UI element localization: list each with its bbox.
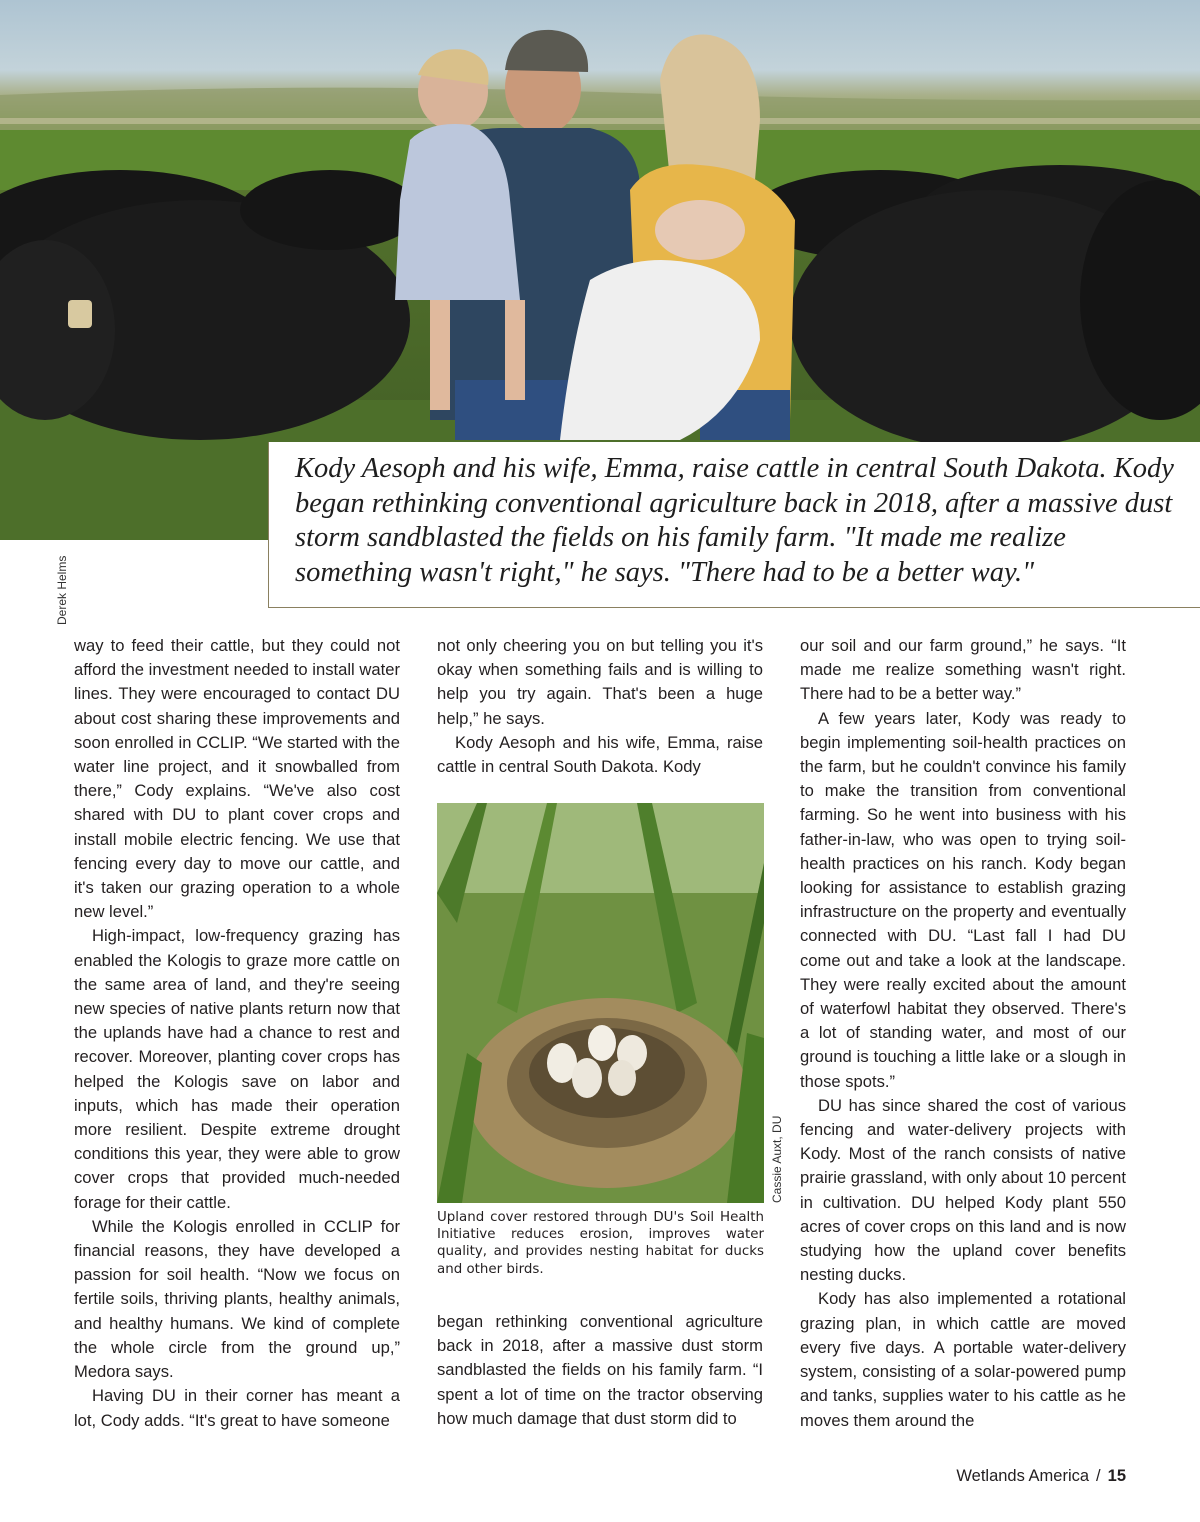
page-number: 15 [1107,1467,1126,1485]
article-column-1 [74,634,400,1433]
column2-paragraph: Kody Aesoph and his wife, Emma, raise cattle in central South Dakota. Kody [437,732,763,777]
column3-paragraph: DU has since shared the cost of various fencing and water-delivery projects with Kody. Most of the ranch consists of native prairie grassland, with only about 10 percent in cultivation. DU helped Kody plant 550 acres of cover crops on this land and is now studying how the upland cover benefits nesting ducks. [800,1095,1126,1285]
column1-paragraph: Having DU in their corner has meant a lot, Cody adds. “It's great to have someone [74,1386,400,1430]
article-column-3 [800,634,1126,1433]
footer-separator: / [1096,1467,1101,1485]
column1-paragraph: While the Kologis enrolled in CCLIP for financial reasons, they have developed a passion for soil health. “Now we focus on fertile soils, thriving plants, healthy animals, and healthy humans. We kind of complete the whole circle from the ground up,” Medora says. [74,1216,400,1382]
article-column-2-top [437,634,763,779]
column2-paragraph: began rethinking conventional agriculture back in 2018, after a massive dust storm sandblasted the fields on his family farm. “I spent a lot of time on the tractor observing how much damage that dust storm did to [437,1312,763,1428]
column3-paragraph: Kody has also implemented a rotational grazing plan, in which cattle are moved every five days. A portable water-delivery system, consisting of a solar-powered pump and tanks, supplies water to his cattle as he moves them around the [800,1289,1126,1430]
column1-paragraph: way to feed their cattle, but they could not afford the investment needed to install water lines. They were encouraged to contact DU about cost sharing these improvements and soon enrolled in CCLIP. “We started with the water line project, and it snowballed from there,” Cody explains. “We've also cost shared with DU to plant cover crops and install mobile electric fencing. We use that fencing every day to move our cattle, and it's taken our grazing operation to a whole new level.” [74,636,400,922]
nest-photo [437,803,764,1203]
nest-photo-illustration [437,803,764,1203]
column3-paragraph: A few years later, Kody was ready to begin implementing soil-health practices on the farm, but he couldn't convince his family to make the transition from conventional farming. So he went into business with his father-in-law, who was open to trying soil-health practices on his ranch. Kody began looking for assistance to establish grazing infrastructure on the property and eventually connected with DU. “Last fall I had DU come out and take a look at the landscape. They were really excited about the amount of waterfowl habitat they observed. There's a lot of standing water, and most of our ground is touching a little lake or a slough in those spots.” [800,708,1126,1091]
publication-name: Wetlands America [956,1467,1090,1485]
column2-paragraph: not only cheering you on but telling you it's okay when something fails and is willing to help you try again. That's been a huge help,” he says. [437,636,763,728]
column1-paragraph: High-impact, low-frequency grazing has enabled the Kologis to graze more cattle on the same area of land, and they're seeing new species of native plants return now that the uplands have had a chance to rest and recover. Moreover, planting cover crops has helped the Kologis save on labor and inputs, which has made their operation more resilient. Despite extreme drought conditions this year, they were able to grow cover crops that provided much-needed forage for their cattle. [74,926,400,1212]
page-footer [956,1467,1126,1486]
article-column-2-bottom [437,1310,763,1431]
hero-caption: Kody Aesoph and his wife, Emma, raise cattle in central South Dakota. Kody began rethinking conventional agriculture back in 2018, after a massive dust storm sandblasted the fields on his family farm. "It made me realize something wasn't right," he says. "There had to be a better way." [295,453,1174,588]
hero-caption-box [268,442,1200,608]
nest-photo-caption: Upland cover restored through DU's Soil Health Initiative reduces erosion, improves water quality, and provides nesting habitat for ducks and other birds. [437,1210,764,1277]
nest-photo-credit: Cassie Auxt, DU [770,1115,784,1203]
hero-photo-credit: Derek Helms [55,555,69,625]
column3-paragraph: our soil and our farm ground,” he says. “It made me realize something wasn't right. There had to be a better way.” [800,636,1126,704]
